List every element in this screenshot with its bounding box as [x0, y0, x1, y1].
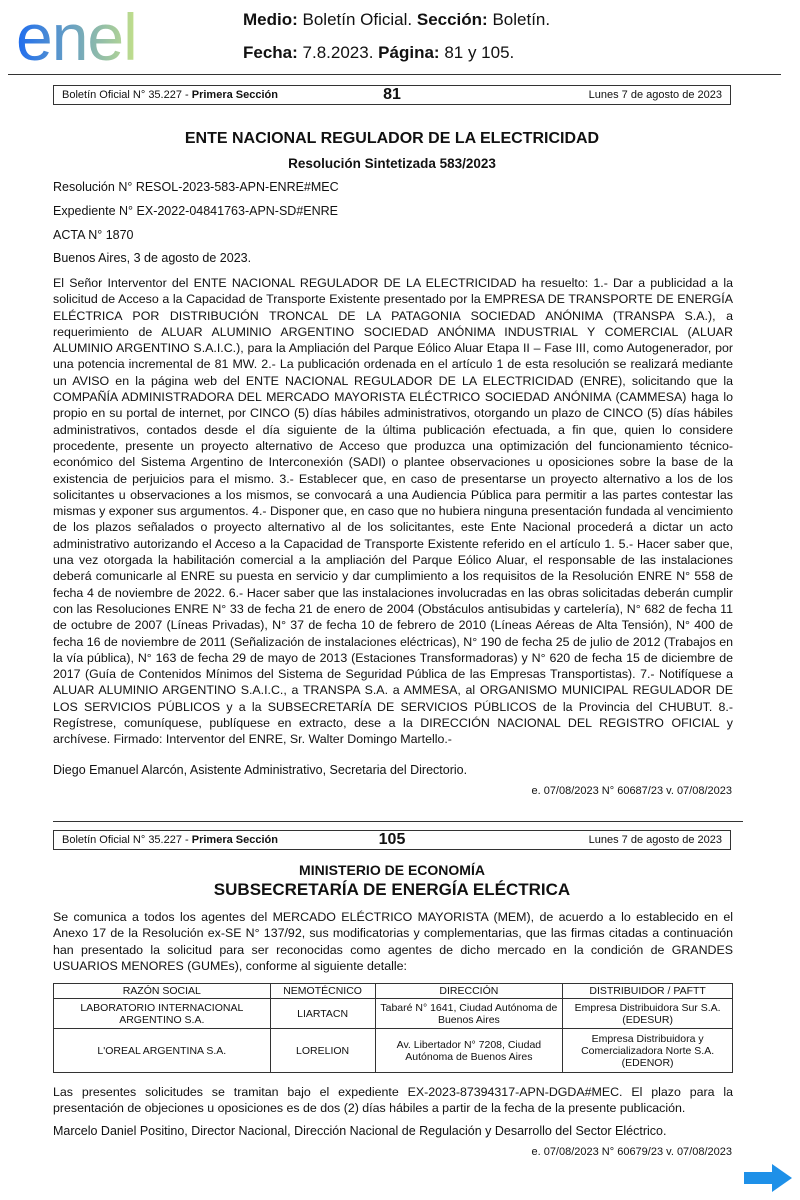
- seccion-label: Sección:: [416, 10, 488, 29]
- ministry-title: MINISTERIO DE ECONOMÍA: [299, 862, 485, 878]
- resolution-subtitle: Resolución Sintetizada 583/2023: [288, 156, 496, 171]
- divider: [53, 821, 743, 822]
- table-cell: Empresa Distribuidora Sur S.A. (EDESUR): [563, 999, 733, 1029]
- signature-105: Marcelo Daniel Positino, Director Nacional, Dirección Nacional de Regulación y Desarrollo del Sector Eléctrico.: [53, 1124, 667, 1138]
- fecha-value: 7.8.2023.: [302, 43, 374, 62]
- table-cell: LORELION: [270, 1029, 375, 1073]
- divider: [8, 74, 781, 75]
- page-number: 105: [378, 831, 406, 848]
- pagina-value: 81 y 105.: [444, 43, 515, 62]
- column-header: DISTRIBUIDOR / PAFTT: [563, 984, 733, 999]
- table-cell: Av. Libertador N° 7208, Ciudad Autónoma de Buenos Aires: [375, 1029, 563, 1073]
- header-left: Boletín Oficial N° 35.227 -: [62, 834, 192, 846]
- header-section: Primera Sección: [191, 89, 278, 101]
- column-header: NEMOTÉCNICO: [270, 984, 375, 999]
- table-row: [54, 1029, 733, 1073]
- publication-reference-105: e. 07/08/2023 N° 60679/23 v. 07/08/2023: [531, 1146, 732, 1158]
- subsecretaria-title: SUBSECRETARÍA DE ENERGÍA ELÉCTRICA: [213, 880, 571, 899]
- column-header: DIRECCIÓN: [375, 984, 563, 999]
- table-cell: LIARTACN: [270, 999, 375, 1029]
- resolution-number: Resolución N° RESOL-2023-583-APN-ENRE#MEC: [53, 180, 339, 194]
- table-cell: LABORATORIO INTERNACIONAL ARGENTINO S.A.: [54, 999, 271, 1029]
- column-header: RAZÓN SOCIAL: [54, 984, 271, 999]
- expediente-number: Expediente N° EX-2022-04841763-APN-SD#ENRE: [53, 204, 339, 218]
- table-header-row: [54, 984, 733, 999]
- gumes-intro: Se comunica a todos los agentes del MERCADO ELÉCTRICO MAYORISTA (MEM), de acuerdo a lo establecido en el Anexo 17 de la Resolución ex-SE N° 137/92, sus modificatorias y complementarias, que las firmas citadas a continuación han presentado la solicitud para ser reconocidas como agentes de dicho mercado en la condición de GRANDES USUARIOS MENORES (GUMEs), conforme al siguiente detalle:: [53, 910, 733, 973]
- table-cell: Empresa Distribuidora y Comercializadora Norte S.A. (EDENOR): [563, 1029, 733, 1073]
- seccion-value: Boletín.: [492, 10, 551, 29]
- acta-number: ACTA N° 1870: [53, 228, 134, 242]
- enre-title: ENTE NACIONAL REGULADOR DE LA ELECTRICIDAD: [184, 130, 600, 147]
- next-arrow-icon[interactable]: [742, 1162, 794, 1194]
- table-cell: Tabaré N° 1641, Ciudad Autónoma de Buenos Aires: [375, 999, 563, 1029]
- resolution-body: El Señor Interventor del ENTE NACIONAL REGULADOR DE LA ELECTRICIDAD ha resuelto: 1.- Dar a publicidad a la solicitud de Acceso a la Capacidad de Transporte Existente presentado por la EMPRESA DE TRANSPORTE DE ENERGÍA ELÉCTRICA POR DISTRIBUCIÓN TRONCAL DE LA PATAGONIA SOCIEDAD ANÓNIMA (TRANSPA S.A.), a requerimiento de ALUAR ALUMINIO ARGENTINO SOCIEDAD ANÓNIMA INDUSTRIAL Y COMERCIAL (ALUAR ALUMINIO ARGENTINO S.A.I.C.), para la Ampliación del Parque Eólico Aluar Etapa II – Fase III, como Autogenerador, por una potencia incremental de 81 MW. 2.- La publicación ordenada en el artículo 1 de esta resolución se realizará mediante un AVISO en la página web del ENTE NACIONAL REGULADOR DE LA ELECTRICIDAD (ENRE), solicitando que la COMPAÑÍA ADMINISTRADORA DEL MERCADO MAYORISTA ELÉCTRICO SOCIEDAD ANÓNIMA (CAMMESA) haga lo propio en su portal de internet, por CINCO (5) días hábiles administrativos, otorgando un plazo de CINCO (5) días hábiles administrativos, contados desde el día siguiente de la última publicación efectuada, a fin que, quien lo considere procedente, presente un proyecto alternativo de Acceso que produzca una optimización del funcionamiento técnico-económico del Sistema Argentino de Interconexión (SADI) o plantee observaciones u oposiciones sobre la base de la existencia de perjuicios para el mismo. 3.- Establecer que, en caso de presentarse un proyecto alternativo a los de los solicitantes u observaciones a los mismos, se convocará a una Audiencia Pública para permitir a las partes contestar las mismas y exponer sus argumentos. 4.- Disponer que, en caso que no hubiera ninguna presentación fundada al vencimiento de los plazos señalados o proyecto alternativo al de los solicitantes, este Ente Nacional procederá a dictar un acto administrativo autorizando el Acceso a la Capacidad de Transporte Existente referido en el artículo 1. 5.- Hacer saber que, una vez otorgada la habilitación comercial a la ampliación del Parque Eólico Aluar, el responsable de las instalaciones deberá comunicarle al ENRE su puesta en servicio y dar cumplimiento a los requisitos de la Resolución ENRE N° 558 de fecha 4 de noviembre de 2022. 6.- Hacer saber que las instalaciones involucradas en las obras solicitadas deberán cumplir con las Resoluciones ENRE N° 33 de fecha 21 de enero de 2004 (Obstáculos antisubidas y cartelería), N° 682 de fecha 11 de octubre de 2007 (Líneas Privadas), N° 37 de fecha 10 de febrero de 2010 (Líneas Aéreas de Alta Tensión), N° 400 de fecha 16 de noviembre de 2011 (Señalización de instalaciones eléctricas), N° 190 de fecha 25 de julio de 2012 (Trabajos en la vía pública), N° 163 de fecha 29 de mayo de 2013 (Estaciones Transformadoras) y N° 620 de fecha 15 de diciembre de 2017 (Guía de Contenidos Mínimos del Sistema de Seguridad Pública de las Empresas Transportistas). 7.- Notifíquese a ALUAR ALUMINIO ARGENTINO S.A.I.C., a TRANSPA S.A. a AMMESA, al ORGANISMO MUNICIPAL REGULADOR DE LOS SERVICIOS PÚBLICOS y a la SUBSECRETARÍA DE SERVICIOS PÚBLICOS de la Provincia del CHUBUT. 8.- Regístrese, comuníquese, publíquese en extracto, dese a la DIRECCIÓN NACIONAL DEL REGISTRO OFICIAL y archívese. Firmado: Interventor del ENRE, Sr. Walter Domingo Martello.-: [53, 276, 733, 747]
- logo-text: enel: [16, 4, 137, 66]
- place-date: Buenos Aires, 3 de agosto de 2023.: [53, 251, 252, 265]
- table-cell: L'OREAL ARGENTINA S.A.: [54, 1029, 271, 1073]
- bulletin-header-105: [53, 830, 731, 850]
- medio-label: Medio:: [243, 10, 298, 29]
- gumes-table: [53, 983, 733, 1073]
- meta-line-1: [243, 10, 550, 30]
- publication-reference-81: e. 07/08/2023 N° 60687/23 v. 07/08/2023: [531, 785, 732, 797]
- header-section: Primera Sección: [191, 834, 278, 846]
- pagina-label: Página:: [378, 43, 440, 62]
- enel-logo: [16, 4, 180, 66]
- header-date: Lunes 7 de agosto de 2023: [588, 834, 722, 846]
- closing-text: Las presentes solicitudes se tramitan bajo el expediente EX-2023-87394317-APN-DGDA#MEC. El plazo para la presentación de objeciones u oposiciones es de dos (2) días hábiles a partir de la fecha de la presente publicación.: [53, 1085, 733, 1116]
- bulletin-header-81: [53, 85, 731, 105]
- header-date: Lunes 7 de agosto de 2023: [588, 89, 722, 101]
- page-number: 81: [383, 86, 401, 103]
- header-left: Boletín Oficial N° 35.227 -: [62, 89, 192, 101]
- fecha-label: Fecha:: [243, 43, 298, 62]
- meta-line-2: [243, 43, 514, 63]
- medio-value: Boletín Oficial.: [302, 10, 413, 29]
- signature-81: Diego Emanuel Alarcón, Asistente Administrativo, Secretaria del Directorio.: [53, 763, 468, 777]
- table-row: [54, 999, 733, 1029]
